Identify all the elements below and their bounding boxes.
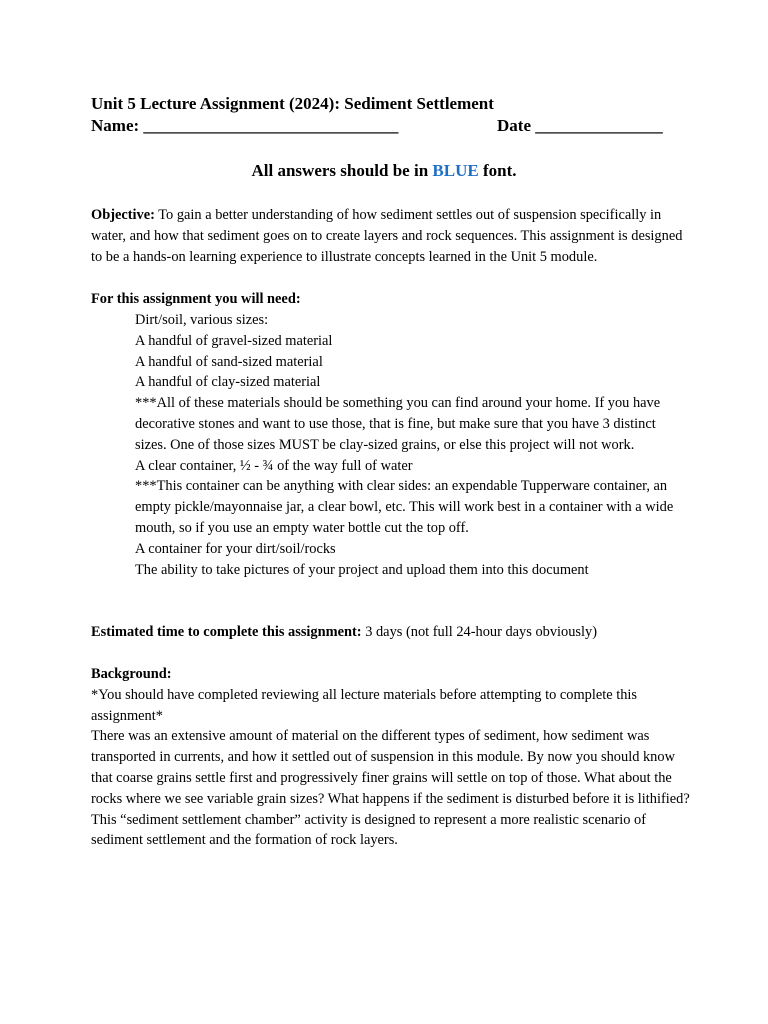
list-item: A clear container, ½ - ¾ of the way full of water — [135, 457, 413, 474]
list-item: A handful of sand-sized material — [135, 353, 323, 370]
instruction-text-after: font. — [478, 161, 517, 180]
background-text: There was an extensive amount of material on the different types of sediment, how sediment was transported in currents, and how it settled out of suspension in this module. By now you should know that coarse grains settle first and progressively finer grains will settle on top of those. What about the rocks where we see variable grain sizes? What happens if the sediment is disturbed before it is lithified? This “sediment settlement chamber” activity is designed to represent a more realistic scenario of sediment settlement and the formation of rock layers. — [91, 728, 690, 849]
list-item: A container for your dirt/soil/rocks — [135, 540, 336, 557]
name-date-line — [91, 115, 691, 136]
materials-label: For this assignment you will need: — [91, 291, 301, 307]
objective-text: To gain a better understanding of how sediment settles out of suspension specifically in water, and how that sediment goes on to create layers and rock sequences. This assignment is designed to be a hands-on learning experience to illustrate concepts learned in the Unit 5 module. — [91, 207, 683, 265]
time-estimate-label: Estimated time to complete this assignment: — [91, 624, 362, 640]
objective-label: Objective: — [91, 207, 155, 223]
list-item: A handful of gravel-sized material — [135, 332, 333, 349]
objective-paragraph — [91, 205, 691, 267]
materials-heading — [91, 289, 691, 310]
instruction-text-before: All answers should be in — [251, 161, 433, 180]
name-field-label: Name: ______________________________ — [91, 116, 399, 135]
list-item: Dirt/soil, various sizes: — [135, 312, 269, 328]
list-item: A handful of clay-sized material — [135, 374, 321, 391]
list-item: ***This container can be anything with clear sides: an expendable Tupperware container, an empty pickle/mayonnaise jar, a clear bowl, etc. This will work best in a container with a wide mouth, so if you use an empty water bottle cut the top off. — [135, 478, 674, 536]
materials-list — [135, 310, 685, 580]
document-title: Unit 5 Lecture Assignment (2024): Sediment Settlement — [91, 94, 494, 113]
answer-color-instruction — [0, 160, 768, 181]
background-section — [91, 664, 691, 851]
instruction-blue-word: BLUE — [432, 161, 479, 180]
time-estimate-text: 3 days (not full 24-hour days obviously) — [361, 624, 598, 640]
list-item: The ability to take pictures of your project and upload them into this document — [135, 561, 589, 578]
time-estimate-paragraph — [91, 622, 691, 643]
background-note: *You should have completed reviewing all lecture materials before attempting to complete this assignment* — [91, 686, 638, 724]
list-item: ***All of these materials should be something you can find around your home. If you have decorative stones and want to use those, that is fine, but make sure that you have 3 distinct sizes. One of those sizes MUST be clay-sized grains, or else this project will not work. — [135, 395, 661, 453]
background-label: Background: — [91, 666, 172, 682]
date-field-label: Date _______________ — [497, 116, 663, 135]
